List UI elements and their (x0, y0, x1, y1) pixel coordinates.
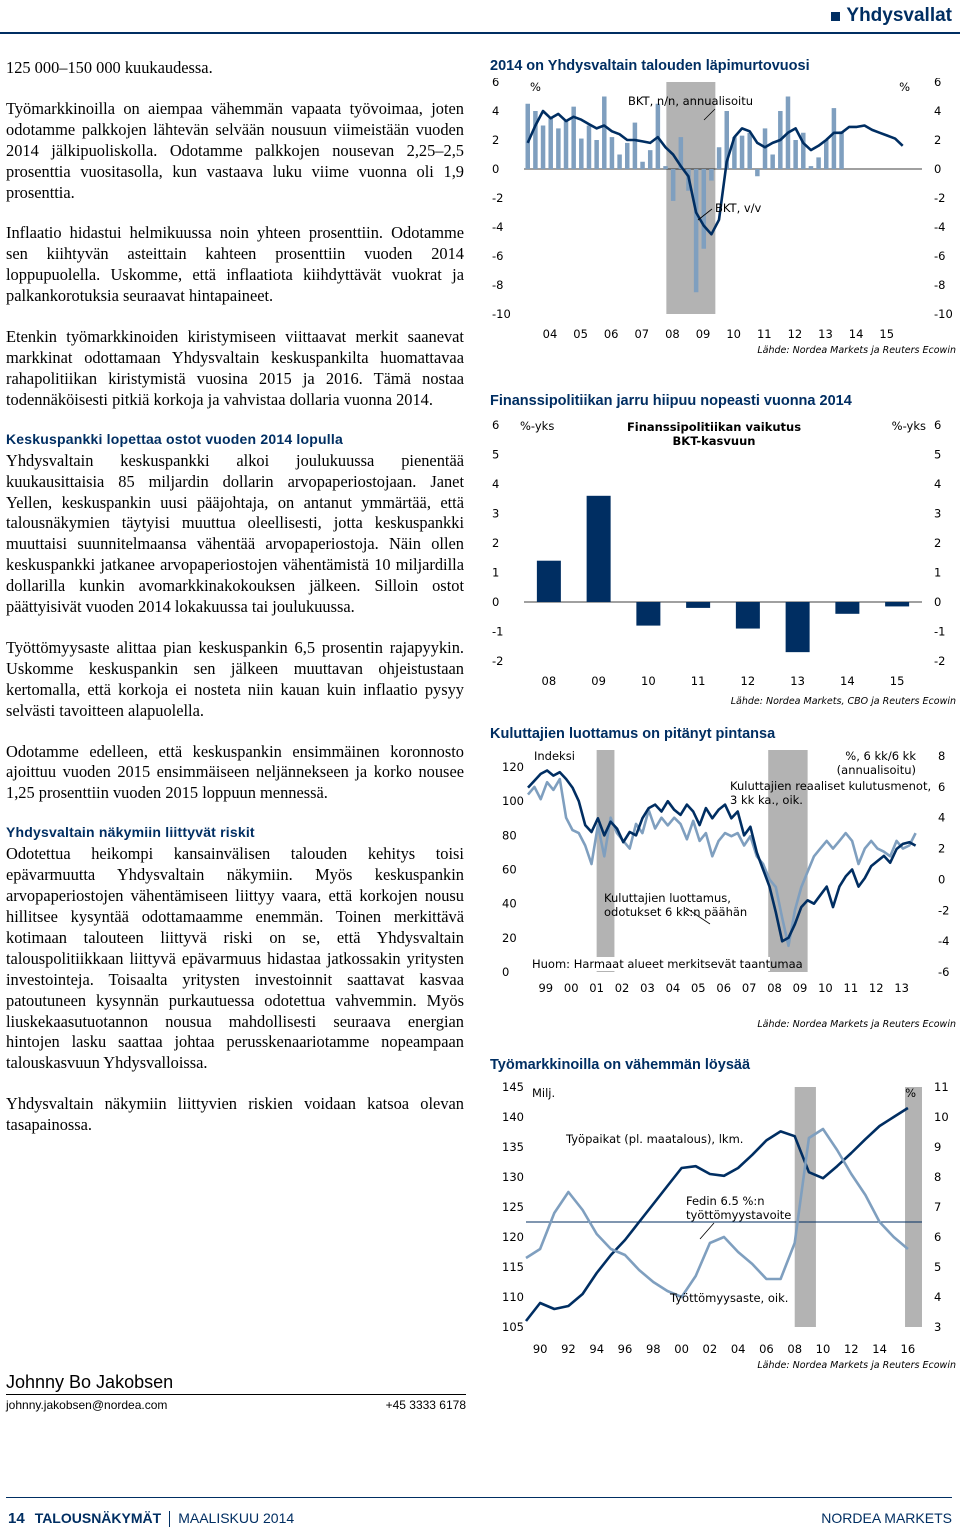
chart-source: Lähde: Nordea Markets ja Reuters Ecowin (757, 345, 956, 356)
x-tick-label: 15 (879, 327, 895, 341)
y-tick-label-right: 7 (934, 1200, 942, 1214)
right-unit-label: %, 6 kk/6 kk (annualisoitu) (836, 749, 916, 777)
y-tick-label-right: 0 (938, 872, 946, 887)
author-name: Johnny Bo Jakobsen (6, 1372, 466, 1395)
x-tick-label: 14 (872, 1342, 887, 1356)
x-tick-label: 15 (889, 674, 905, 688)
y-tick-label: -2 (492, 654, 504, 668)
bar (736, 602, 760, 629)
chart-source: Lähde: Nordea Markets ja Reuters Ecowin (757, 1019, 956, 1030)
left-unit-label: %-yks (520, 419, 555, 433)
article-body (6, 58, 464, 1156)
paragraph: 125 000–150 000 kuukaudessa. (6, 58, 213, 77)
y-tick-label: -6 (492, 249, 504, 263)
y-tick-label: 3 (492, 506, 500, 521)
y-tick-label: 135 (502, 1140, 524, 1154)
y-tick-label-right: -6 (938, 965, 950, 979)
y-tick-label: 2 (492, 133, 500, 147)
y-tick-label-right: 4 (934, 477, 942, 491)
y-tick-label: 100 (502, 794, 524, 809)
series-line (528, 779, 916, 946)
x-tick-label: 06 (603, 327, 619, 341)
y-tick-label: 6 (492, 418, 500, 432)
chart-fiscal-plot (490, 413, 956, 695)
bar (548, 118, 553, 169)
header-rule (0, 32, 960, 34)
left-unit-label: Indeksi (534, 749, 575, 763)
y-tick-label-right: 2 (938, 841, 946, 856)
x-tick-label: 07 (634, 327, 650, 341)
chart-gdp-plot (490, 78, 956, 344)
y-tick-label-right: 0 (934, 162, 942, 176)
bar (579, 139, 584, 169)
recession-band (795, 1087, 816, 1327)
y-tick-label: 130 (502, 1170, 524, 1184)
bar (587, 126, 592, 170)
bar (755, 169, 760, 176)
x-tick-label: 11 (843, 981, 859, 995)
x-tick-label: 92 (561, 1342, 576, 1356)
bar (786, 602, 810, 652)
x-tick-label: 12 (868, 981, 884, 995)
y-tick-label: 140 (502, 1110, 524, 1124)
y-tick-label: 4 (492, 477, 500, 491)
bar (625, 143, 630, 169)
reference-label: Fedin 6.5 %:n työttömyystavoite (686, 1194, 792, 1222)
bar (824, 140, 829, 169)
x-tick-label: 04 (730, 1342, 746, 1356)
chart-title: 2014 on Yhdysvaltain talouden läpimurtovuosi (490, 58, 810, 74)
x-tick-label: 13 (894, 981, 909, 995)
paragraph: Odotettua heikompi kansainvälisen talouden kehitys toisi epävarmuutta Yhdysvaltain näkymiin. Myös keskuspankin arvopaperiostojen vähentämiseen liittyy vaara, että korkojen nousu hillitsee kysyntää odottamaamme enemmän. Toinen merkittävä kotimaan talouteen liittyvä riski on se, että Yhdysvaltain talouspolitiikkaan liittyvä epävarmuus hidastaa jatkossakin yritysten investointeja. Toisaalta yritysten investoinnit saattavat kasvaa patoutuneen kysynnän purkautuessa odotettua vahvemmin. Myös liuskekaasutuotannon nousua mahdollisesti seuraava energian hintojen lasku saattaa johtaa perusskenaariotamme nopeampaan talouskasvuun Yhdysvalloissa. (6, 844, 464, 1073)
y-tick-label-right: 2 (934, 133, 942, 147)
y-tick-label-right: 4 (938, 810, 946, 825)
y-tick-label-right: 3 (934, 1320, 942, 1334)
x-tick-label: 99 (538, 981, 554, 995)
y-tick-label: 40 (502, 896, 517, 911)
series-label: BKT, v/v (715, 201, 762, 215)
bar (602, 97, 607, 170)
y-tick-label-right: 5 (934, 447, 942, 462)
x-tick-label: 07 (741, 981, 757, 995)
bar (709, 169, 714, 181)
x-tick-label: 08 (767, 981, 782, 995)
y-tick-label-right: 9 (934, 1140, 942, 1154)
y-tick-label-right: -2 (934, 191, 946, 205)
y-tick-label: 125 (502, 1200, 524, 1214)
y-tick-label: 105 (502, 1320, 524, 1334)
chart-title: Finanssipolitiikan jarru hiipuu nopeasti vuonna 2014 (490, 393, 852, 409)
paragraph: Etenkin työmarkkinoiden kiristymiseen viittaavat merkit saanevat markkinat odottamaan Yhdysvaltain keskuspankilta huomattavaa rahapolitiikan kiristymistä vuosina 2015 ja 2016. Tämä nostaa todennäköisesti pitkiä korkoja ja vahvistaa dollaria vuonna 2014. (6, 327, 464, 409)
section-title: Yhdysvallat (846, 5, 952, 26)
x-tick-label: 04 (665, 981, 681, 995)
y-tick-label: 0 (492, 162, 500, 176)
y-tick-label-right: -10 (934, 307, 953, 321)
x-tick-label: 05 (573, 327, 588, 341)
series-label: Työttömyysaste, oik. (670, 1291, 789, 1305)
right-unit-label: % (905, 1086, 916, 1100)
bar (663, 166, 668, 169)
y-tick-label-right: 1 (934, 565, 942, 580)
x-tick-label: 01 (589, 981, 604, 995)
y-tick-label-right: -8 (934, 278, 946, 292)
x-tick-label: 16 (900, 1342, 916, 1356)
subheading: Keskuspankki lopettaa ostot vuoden 2014 lopulla (6, 430, 343, 447)
forecast-band (905, 1087, 922, 1327)
chart-fiscal (490, 393, 956, 707)
paragraph: Työmarkkinoilla on aiempaa vähemmän vapaata työvoimaa, joten odotamme palkkojen lähtevän selvään nousuun viimeistään vuoden 2014 jälkipuoliskolla. Odotamme palkkojen nousevan 2,25–2,5 prosenttia vuositasolla, kun vastaava luku viime vuonna oli 1,9 prosenttia. (6, 98, 464, 202)
bar (839, 131, 844, 169)
x-tick-label: 02 (614, 981, 630, 995)
recession-band (597, 750, 615, 972)
y-tick-label-right: -2 (934, 654, 946, 668)
bar (809, 166, 814, 169)
paragraph: Odotamme edelleen, että keskuspankin ensimmäinen koronnosto ajoittuu vuoden 2015 ensimmäiseen neljännekseen ja korko nousee 1,25 prosenttiin vuoden 2015 loppuun mennessä. (6, 741, 464, 803)
organization-name: NORDEA MARKETS (821, 1510, 952, 1526)
chart-labor (490, 1057, 956, 1371)
bar (770, 155, 775, 170)
x-tick-label: 06 (759, 1342, 774, 1356)
y-tick-label-right: 3 (934, 506, 942, 521)
y-tick-label-right: 6 (934, 418, 942, 432)
author-block (6, 1372, 466, 1412)
x-tick-label: 13 (790, 674, 805, 688)
y-tick-label: 120 (502, 1230, 524, 1244)
paragraph: Yhdysvaltain keskuspankki alkoi joulukuussa pienentää kuukausittaisia 85 miljardin dollarin arvopaperiostojaan. Janet Yellen, keskuspankin uusi pääjohtaja, on antanut ymmärtää, että talousnäkymien täytyisi muuttua oleellisesti, jotta keskuspankki muuttaisi suunnitelmaansa vähentää arvopaperiostoja. Näin ollen keskuspankki jatkanee arvopaperiostojen vähentämistä 10 miljardilla dollarilla kunkin avomarkkinakokouksen jälkeen. Silloin ostot päättyisivät vuoden 2014 lokakuussa tai joulukuussa. (6, 450, 464, 617)
x-tick-label: 90 (532, 1342, 548, 1356)
right-unit-label: %-yks (891, 419, 926, 433)
bar (564, 121, 569, 169)
x-tick-label: 09 (591, 674, 606, 688)
chart-title: Kuluttajien luottamus on pitänyt pintansa (490, 726, 776, 742)
bar (556, 128, 561, 169)
chart-title: Työmarkkinoilla on vähemmän löysää (490, 1057, 751, 1073)
page-number: 14 (8, 1510, 25, 1527)
y-tick-label: 4 (492, 104, 500, 118)
bar (816, 157, 821, 169)
bar (793, 140, 798, 169)
bar (832, 108, 837, 169)
x-tick-label: 08 (665, 327, 680, 341)
y-tick-label-right: 10 (934, 1110, 949, 1124)
x-tick-label: 05 (690, 981, 706, 995)
y-tick-label-right: 0 (934, 595, 942, 609)
y-tick-label: 115 (502, 1260, 524, 1274)
y-tick-label: 120 (502, 760, 524, 775)
chart-consumer (490, 726, 956, 1030)
x-tick-label: 08 (541, 674, 557, 688)
bar (702, 169, 707, 249)
x-tick-label: 12 (843, 1342, 859, 1356)
chart-subtitle: Finanssipolitiikan vaikutus BKT-kasvuun (626, 420, 802, 448)
x-tick-label: 02 (702, 1342, 718, 1356)
y-tick-label: -4 (492, 220, 504, 234)
y-tick-label: -2 (492, 191, 504, 205)
bar (885, 602, 909, 606)
bar (587, 496, 611, 602)
series-label: Kuluttajien reaaliset kulutusmenot, 3 kk ka., oik. (730, 779, 932, 807)
bar (747, 133, 752, 169)
y-tick-label: 2 (492, 536, 500, 550)
bar (763, 128, 768, 169)
y-tick-label-right: 11 (934, 1080, 949, 1094)
y-tick-label-right: -4 (934, 220, 946, 234)
x-tick-label: 98 (645, 1342, 661, 1356)
y-tick-label: 60 (502, 862, 517, 877)
x-tick-label: 94 (589, 1342, 605, 1356)
y-tick-label: 110 (502, 1290, 524, 1304)
left-unit-label: % (530, 80, 541, 94)
y-tick-label: 6 (492, 78, 500, 89)
left-unit-label: Milj. (532, 1086, 556, 1100)
y-tick-label-right: 8 (938, 749, 946, 763)
footer-rule (6, 1497, 952, 1498)
footer-divider (169, 1511, 170, 1527)
page-footer (8, 1510, 952, 1527)
bar (610, 137, 615, 169)
recession-note: Huom: Harmaat alueet merkitsevät taantumaa (532, 957, 803, 971)
annotation-pointer (700, 1223, 714, 1239)
bar (594, 140, 599, 169)
x-tick-label: 13 (818, 327, 833, 341)
x-tick-label: 10 (815, 1342, 831, 1356)
bar (717, 147, 722, 169)
y-tick-label-right: 4 (934, 104, 942, 118)
y-tick-label-right: -2 (938, 903, 950, 918)
x-tick-label: 14 (848, 327, 864, 341)
x-tick-label: 03 (640, 981, 655, 995)
y-tick-label: 80 (502, 828, 517, 843)
section-header (831, 0, 960, 32)
y-tick-label-right: 4 (934, 1290, 942, 1304)
bar (541, 126, 546, 170)
x-tick-label: 11 (756, 327, 772, 341)
y-tick-label: 0 (492, 595, 500, 609)
y-tick-label: 20 (502, 930, 517, 945)
y-tick-label-right: 8 (934, 1170, 942, 1184)
y-tick-label-right: -4 (938, 934, 950, 949)
bar (835, 602, 859, 614)
y-tick-label: 1 (492, 565, 500, 580)
x-tick-label: 09 (792, 981, 808, 995)
y-tick-label-right: 6 (934, 78, 942, 89)
paragraph: Inflaatio hidastui helmikuussa noin yhteen prosenttiin. Odotamme sen kiihtyvän asteittain kahteen prosenttiin vuoden 2014 loppupuolella. Uskomme, että inflaatiota kiihdyttävät vuokrat ja palkankorotuksia seuraavat hintapaineet. (6, 223, 464, 306)
chart-source: Lähde: Nordea Markets ja Reuters Ecowin (757, 1360, 956, 1371)
issue-date: MAALISKUU 2014 (178, 1510, 295, 1526)
y-tick-label-right: 5 (934, 1260, 942, 1274)
y-tick-label: -1 (492, 624, 504, 639)
bar (617, 155, 622, 170)
bar (640, 162, 645, 169)
chart-gdp (490, 58, 956, 356)
y-tick-label-right: -6 (934, 249, 946, 263)
x-tick-label: 10 (818, 981, 833, 995)
y-tick-label: -8 (492, 278, 504, 292)
x-tick-label: 96 (617, 1342, 633, 1356)
y-tick-label: 0 (502, 965, 510, 979)
y-tick-label-right: -1 (934, 624, 946, 639)
bar (537, 561, 561, 602)
y-tick-label-right: 6 (934, 1230, 942, 1244)
x-tick-label: 10 (726, 327, 741, 341)
y-tick-label: -10 (492, 307, 511, 321)
chart-source: Lähde: Nordea Markets, CBO ja Reuters Ecowin (730, 696, 956, 707)
x-tick-label: 12 (740, 674, 756, 688)
series-label: BKT, n/n, annualisoitu (628, 94, 754, 108)
x-tick-label: 00 (674, 1342, 689, 1356)
x-tick-label: 00 (563, 981, 579, 995)
bar (694, 169, 699, 292)
x-tick-label: 14 (840, 674, 855, 688)
y-tick-label-right: 6 (938, 779, 946, 794)
x-tick-label: 10 (641, 674, 656, 688)
x-tick-label: 09 (695, 327, 711, 341)
author-email[interactable]: johnny.jakobsen@nordea.com (6, 1398, 168, 1412)
subheading: Yhdysvaltain näkymiin liittyvät riskit (6, 824, 255, 841)
chart-labor-plot (490, 1077, 956, 1359)
bar (671, 169, 676, 201)
bar (648, 150, 653, 169)
y-tick-label: 5 (492, 447, 500, 462)
bar (740, 136, 745, 169)
bar (686, 602, 710, 608)
bar (636, 602, 660, 626)
x-tick-label: 04 (542, 327, 558, 341)
paragraph: Yhdysvaltain näkymiin liittyvien riskien voidaan katsoa olevan tasapainossa. (6, 1094, 464, 1135)
publication-name: TALOUSNÄKYMÄT (34, 1510, 162, 1526)
right-unit-label: % (899, 80, 910, 94)
x-tick-label: 12 (787, 327, 803, 341)
bar (633, 123, 638, 169)
x-tick-label: 11 (690, 674, 706, 688)
series-label: Työpaikat (pl. maatalous), lkm. (566, 1132, 744, 1146)
chart-consumer-plot (490, 746, 956, 1018)
paragraph: Työttömyysaste alittaa pian keskuspankin 6,5 prosentin rajapyykin. Uskomme keskuspankin sen jälkeen muuttavan ohjeistustaan kertomalla, että korkoja ei nosteta niin kauan kuin inflaatio pysyy selvästi tavoitteen alapuolella. (6, 637, 464, 720)
y-tick-label-right: 2 (934, 536, 942, 550)
y-tick-label: 145 (502, 1080, 524, 1094)
series-label: Kuluttajien luottamus, odotukset 6 kk:n päähän (604, 891, 748, 919)
section-marker-icon (831, 12, 840, 21)
author-phone: +45 3333 6178 (385, 1398, 466, 1412)
x-tick-label: 06 (716, 981, 732, 995)
x-tick-label: 08 (787, 1342, 803, 1356)
